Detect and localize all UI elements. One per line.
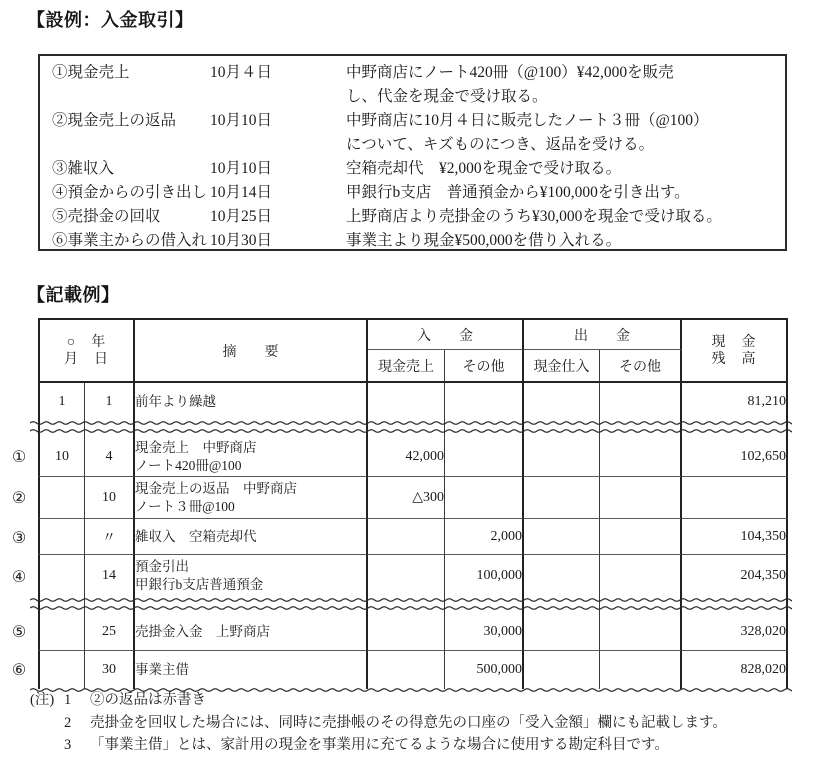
- row-marker-4: ④: [11, 569, 27, 586]
- cell-receipt-cash-sales: 42,000: [368, 437, 445, 477]
- example-date: 10月30日: [210, 232, 273, 249]
- cell-payment-other: [600, 614, 682, 651]
- cell-payment-cash-purchase: [524, 477, 600, 519]
- table-row: [38, 383, 788, 420]
- tear-break-row: [38, 420, 788, 437]
- cell-balance: 104,350: [682, 519, 788, 555]
- example-date: 10月25日: [210, 208, 273, 225]
- cell-summary: 現金売上 中野商店 ノート420冊@100: [135, 437, 368, 477]
- cell-payment-other: [600, 555, 682, 597]
- example-label: ⑥事業主からの借入れ: [52, 232, 208, 249]
- cell-payment-cash-purchase: [524, 651, 600, 689]
- cell-payment-cash-purchase: [524, 555, 600, 597]
- cell-payment-cash-purchase: [524, 614, 600, 651]
- cell-day: 4: [85, 437, 135, 477]
- example-date: 10月10日: [210, 160, 273, 177]
- cell-day: 30: [85, 651, 135, 689]
- cell-balance: 828,020: [682, 651, 788, 689]
- cell-balance: 81,210: [682, 383, 788, 420]
- cell-month: [38, 651, 85, 689]
- example-description: 事業主より現金¥500,000を借り入れる。: [346, 232, 622, 249]
- example-item-3: [52, 157, 779, 181]
- example-item-2: [52, 109, 779, 157]
- row-marker-3: ③: [11, 530, 27, 547]
- example-transactions-box: [38, 54, 787, 251]
- example-item-4: [52, 181, 779, 205]
- tear-break-row: [38, 597, 788, 614]
- cell-balance: 204,350: [682, 555, 788, 597]
- example-label: ①現金売上: [52, 64, 130, 81]
- cell-receipt-other: [445, 383, 524, 420]
- example-description: 中野商店に10月４日に販売したノート３冊（@100） について、キズものにつき、返品を受ける。: [346, 112, 709, 153]
- cell-day: 〃: [85, 519, 135, 555]
- example-description: 上野商店より売掛金のうち¥30,000を現金で受け取る。: [346, 208, 722, 225]
- cell-summary: 預金引出 甲銀行b支店普通預金: [135, 555, 368, 597]
- cell-receipt-cash-sales: [368, 519, 445, 555]
- cell-summary: 雑収入 空箱売却代: [135, 519, 368, 555]
- note-text: 「事業主借」とは、家計用の現金を事業用に充てるような場合に使用する勘定科目です。: [90, 737, 669, 753]
- cell-month: [38, 614, 85, 651]
- cell-summary: 現金売上の返品 中野商店 ノート３冊@100: [135, 477, 368, 519]
- table-row: [38, 555, 788, 597]
- cell-summary: 前年より繰越: [135, 383, 368, 420]
- example-section-title: 【設例：入金取引】: [27, 10, 194, 30]
- cell-receipt-cash-sales: △300: [368, 477, 445, 519]
- example-label: ④預金からの引き出し: [52, 184, 208, 201]
- header-receipts-group: 入 金: [368, 318, 524, 350]
- note-label: (注): [30, 692, 55, 708]
- cash-journal-table: [38, 318, 788, 689]
- notes-block: [30, 689, 800, 757]
- example-description: 中野商店にノート420冊（@100）¥42,000を販売 し、代金を現金で受け取る。: [346, 64, 674, 105]
- cell-summary: 売掛金入金 上野商店: [135, 614, 368, 651]
- example-date: 10月10日: [210, 112, 273, 129]
- cell-day: 10: [85, 477, 135, 519]
- example-label: ⑤売掛金の回収: [52, 208, 161, 225]
- header-payments-group: 出 金: [524, 318, 682, 350]
- example-description: 空箱売却代 ¥2,000を現金で受け取る。: [346, 160, 622, 177]
- note-item-3: [30, 734, 800, 757]
- example-label: ③雑収入: [52, 160, 115, 177]
- cell-month: [38, 477, 85, 519]
- cell-receipt-other: 100,000: [445, 555, 524, 597]
- header-receipts-other: その他: [445, 350, 524, 383]
- note-number: 3: [64, 737, 72, 753]
- header-cash-purchases: 現金仕入: [524, 350, 600, 383]
- header-cash-sales: 現金売上: [368, 350, 445, 383]
- cell-payment-cash-purchase: [524, 519, 600, 555]
- entry-section-title: 【記載例】: [27, 285, 120, 305]
- cell-receipt-cash-sales: [368, 651, 445, 689]
- cell-receipt-other: [445, 437, 524, 477]
- cell-payment-other: [600, 383, 682, 420]
- example-item-1: [52, 61, 779, 109]
- row-marker-1: ①: [11, 449, 27, 466]
- cell-payment-other: [600, 519, 682, 555]
- row-marker-2: ②: [11, 490, 27, 507]
- note-item-2: [30, 712, 800, 735]
- header-payments-other: その他: [600, 350, 682, 383]
- example-date: 10月14日: [210, 184, 273, 201]
- cell-balance: [682, 477, 788, 519]
- cell-receipt-other: 500,000: [445, 651, 524, 689]
- cell-payment-cash-purchase: [524, 383, 600, 420]
- note-number: 2: [64, 714, 72, 731]
- header-date-column: ○ 年 月 日: [38, 318, 135, 383]
- row-marker-5: ⑤: [11, 624, 27, 641]
- cell-balance: 328,020: [682, 614, 788, 651]
- table-row: [38, 651, 788, 689]
- cell-receipt-cash-sales: [368, 555, 445, 597]
- cell-receipt-cash-sales: [368, 383, 445, 420]
- cell-payment-other: [600, 651, 682, 689]
- cell-payment-other: [600, 437, 682, 477]
- row-marker-6: ⑥: [11, 662, 27, 679]
- cell-day: 1: [85, 383, 135, 420]
- cell-day: 25: [85, 614, 135, 651]
- note-text: ②の返品は赤書き: [90, 692, 206, 708]
- example-label: ②現金売上の返品: [52, 112, 177, 129]
- example-item-5: [52, 205, 779, 229]
- cell-summary: 事業主借: [135, 651, 368, 689]
- header-summary: 摘 要: [135, 318, 368, 383]
- cell-month: 10: [38, 437, 85, 477]
- example-description: 甲銀行b支店 普通預金から¥100,000を引き出す。: [346, 184, 690, 201]
- cell-payment-cash-purchase: [524, 437, 600, 477]
- table-header-groups: [38, 318, 788, 350]
- table-row: [38, 519, 788, 555]
- table-row: [38, 477, 788, 519]
- cell-month: 1: [38, 383, 85, 420]
- note-text: 売掛金を回収した場合には、同時に売掛帳のその得意先の口座の「受入金額」欄にも記載します。: [90, 714, 727, 731]
- cell-receipt-other: 2,000: [445, 519, 524, 555]
- header-cash-balance: 現 金 残 高: [682, 318, 788, 383]
- cell-month: [38, 555, 85, 597]
- table-row: [38, 437, 788, 477]
- cell-balance: 102,650: [682, 437, 788, 477]
- note-item-1: [30, 689, 800, 712]
- cell-receipt-cash-sales: [368, 614, 445, 651]
- cell-payment-other: [600, 477, 682, 519]
- cell-receipt-other: [445, 477, 524, 519]
- table-row: [38, 614, 788, 651]
- note-number: 1: [64, 692, 72, 708]
- cell-month: [38, 519, 85, 555]
- example-date: 10月４日: [210, 64, 273, 81]
- example-item-6: [52, 229, 779, 253]
- cell-day: 14: [85, 555, 135, 597]
- cell-receipt-other: 30,000: [445, 614, 524, 651]
